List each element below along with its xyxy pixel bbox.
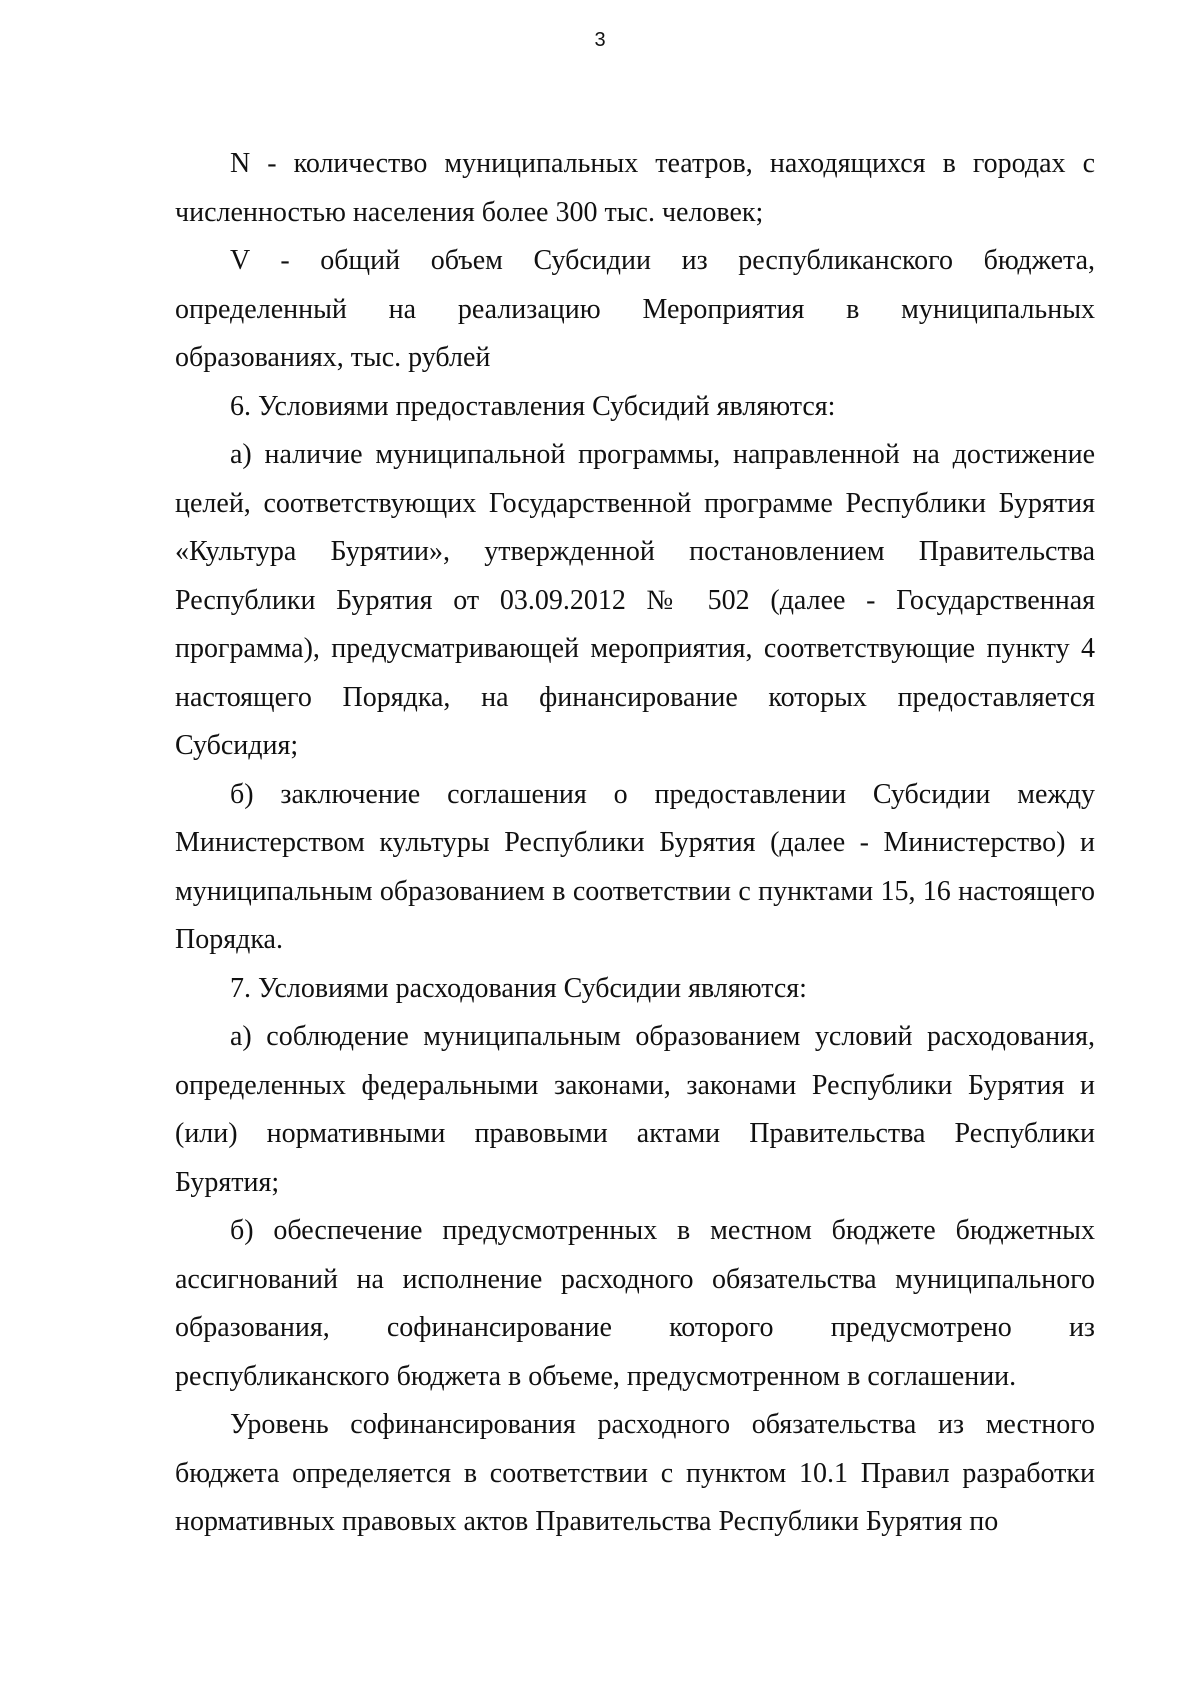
paragraph-section-6-heading: 6. Условиями предоставления Субсидий являются:	[230, 390, 836, 422]
paragraph-cofinancing-level: Уровень софинансирования расходного обязательства из местного бюджета определяется в соответствии с пунктом 10.1 Правил разработки нормативных правовых актов Правительства Республики Бурятия по	[175, 1409, 1095, 1537]
paragraph-section-6a: а) наличие муниципальной программы, направленной на достижение целей, соответствующих Государственной программе Республики Бурятия «Культура Бурятии», утвержденной постановлением Правительства Республики Бурятия от 03.09.2012 № 502 (далее - Государственная программа), предусматривающей мероприятия, соответствующие пункту 4 настоящего Порядка, на финансирование которых предоставляется Субсидия;	[175, 439, 1095, 761]
paragraph-n-definition: N - количество муниципальных театров, находящихся в городах с численностью населения более 300 тыс. человек;	[175, 148, 1095, 228]
paragraph-section-6b: б) заключение соглашения о предоставлении Субсидии между Министерством культуры Республики Бурятия (далее - Министерство) и муниципальным образованием в соответствии с пунктами 15, 16 настоящего Порядка.	[175, 778, 1095, 955]
page-number: 3	[594, 29, 606, 51]
paragraph-section-7b: б) обеспечение предусмотренных в местном бюджете бюджетных ассигнований на исполнение расходного обязательства муниципального образования, софинансирование которого предусмотрено из республиканского бюджета в объеме, предусмотренном в соглашении.	[175, 1215, 1095, 1392]
document-body	[175, 140, 1095, 1547]
paragraph-section-7-heading: 7. Условиями расходования Субсидии являются:	[230, 972, 807, 1004]
paragraph-v-definition: V - общий объем Субсидии из республиканского бюджета, определенный на реализацию Мероприятия в муниципальных образованиях, тыс. рублей	[175, 245, 1095, 373]
paragraph-section-7a: а) соблюдение муниципальным образованием условий расходования, определенных федеральными законами, законами Республики Бурятия и (или) нормативными правовыми актами Правительства Республики Бурятия;	[175, 1021, 1095, 1198]
